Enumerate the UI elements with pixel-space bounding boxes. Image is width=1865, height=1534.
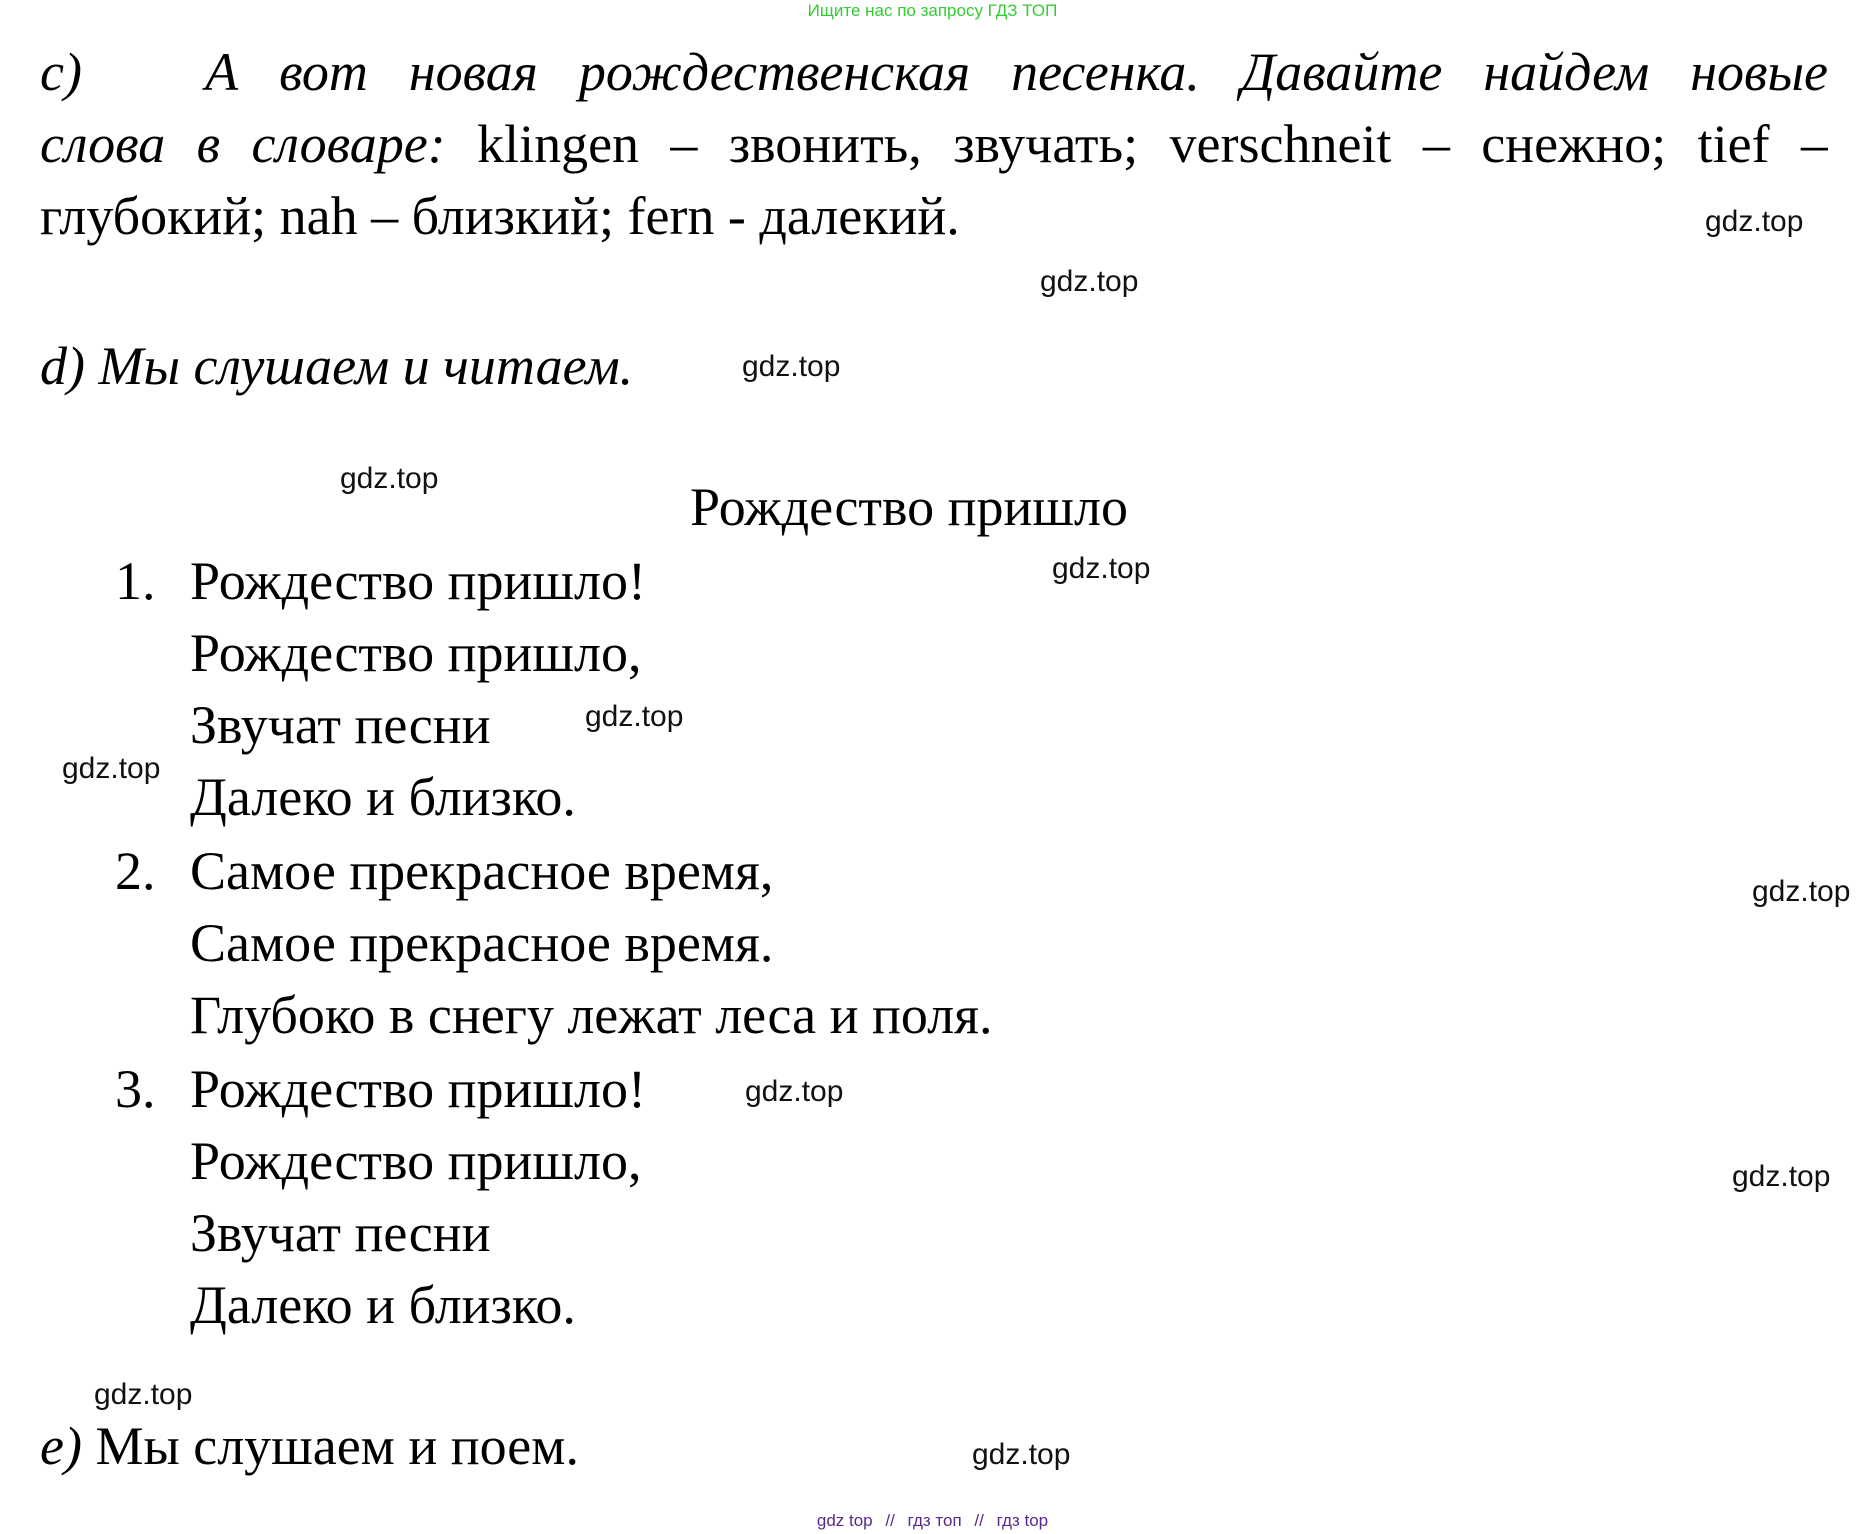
watermark: gdz.top — [745, 1075, 844, 1108]
section-c-vocab-1: klingen – звонить, звучать; verschneit – снежно; tief – — [445, 114, 1828, 174]
section-e-marker: e) — [40, 1416, 82, 1476]
verse-3-line-2: Рождество пришло, — [190, 1131, 642, 1191]
song-title: Рождество пришло — [690, 477, 1128, 537]
verse-3-line-1: Рождество пришло! — [190, 1059, 646, 1119]
section-c-intro-2: слова в словаре: — [40, 114, 446, 174]
verse-1-line-4: Далеко и близко. — [190, 767, 576, 827]
section-c-intro-1: А вот новая рождественская песенка. Давайте найдем новые — [205, 42, 1828, 102]
section-e-heading — [40, 1410, 579, 1482]
section-c-line-3: глубокий; nah – близкий; fern - далекий. — [40, 186, 960, 246]
watermark: gdz.top — [1732, 1160, 1831, 1193]
bottom-link-gdz-top[interactable]: gdz top — [816, 1511, 873, 1530]
verse-3-line-4: Далеко и близко. — [190, 1275, 576, 1335]
section-c-paragraph — [40, 36, 1828, 252]
verse-3-number: 3. — [115, 1059, 156, 1119]
verse-1-line-2: Рождество пришло, — [190, 623, 642, 683]
section-c-marker: c) — [40, 42, 82, 102]
verse-1-line-1: Рождество пришло! — [190, 551, 646, 611]
bottom-links — [0, 1511, 1865, 1531]
verse-1-line-3: Звучат песни — [190, 695, 491, 755]
watermark: gdz.top — [585, 700, 684, 733]
bottom-link-gdz-top-cyrillic[interactable]: гдз топ — [907, 1511, 962, 1530]
watermark: gdz.top — [1752, 875, 1851, 908]
bottom-link-separator: // — [885, 1511, 895, 1530]
bottom-link-separator: // — [974, 1511, 984, 1530]
verse-2-line-3: Глубоко в снегу лежат леса и поля. — [190, 985, 993, 1045]
watermark: gdz.top — [1040, 265, 1139, 298]
watermark: gdz.top — [340, 462, 439, 495]
top-banner: Ищите нас по запросу ГДЗ ТОП — [807, 1, 1058, 20]
watermark: gdz.top — [1705, 205, 1804, 238]
verse-2-number: 2. — [115, 841, 156, 901]
watermark: gdz.top — [94, 1378, 193, 1411]
watermark: gdz.top — [972, 1438, 1071, 1471]
bottom-link-gdz-top-mixed[interactable]: гдз top — [996, 1511, 1049, 1530]
watermark: gdz.top — [742, 350, 841, 383]
section-c-line-1 — [40, 36, 1828, 108]
watermark: gdz.top — [62, 752, 161, 785]
section-e-text: Мы слушаем и поем. — [81, 1416, 579, 1476]
verse-1-number: 1. — [115, 551, 156, 611]
section-d-heading: d) Мы слушаем и читаем. — [40, 336, 634, 396]
section-c-line-2 — [40, 108, 1828, 180]
verse-3-line-3: Звучат песни — [190, 1203, 491, 1263]
verse-2-line-2: Самое прекрасное время. — [190, 913, 774, 973]
verse-2-line-1: Самое прекрасное время, — [190, 841, 774, 901]
watermark: gdz.top — [1052, 552, 1151, 585]
